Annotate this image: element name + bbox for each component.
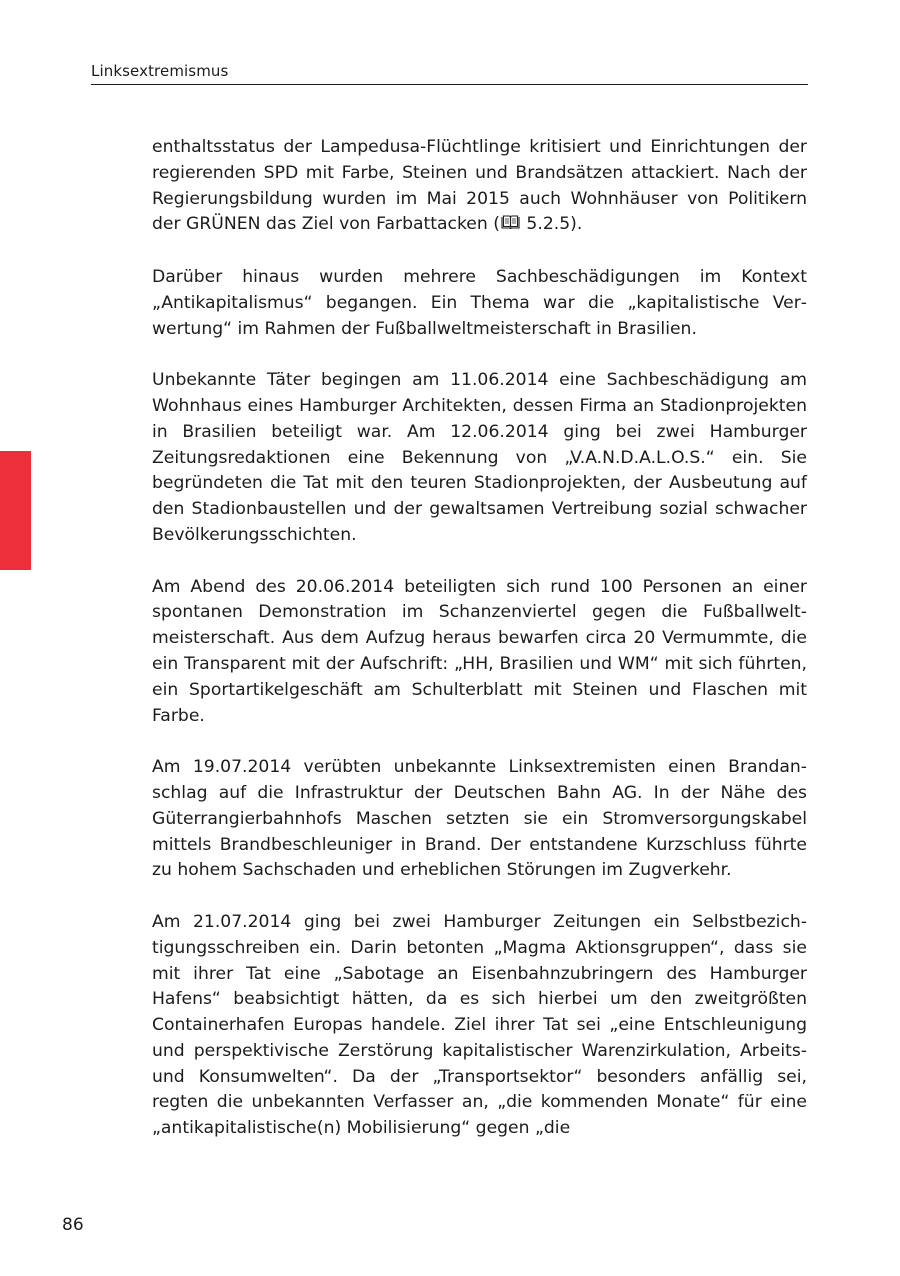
paragraph-2: Darüber hinaus wurden mehrere Sachbeschädigungen im Kontext „Antikapitalismus“ begangen. Ein Thema war die „kapitalistische Verwertung“ im Rahmen der Fußballweltmeisterschaft in Brasilien. — [152, 266, 807, 339]
chapter-side-tab — [0, 451, 31, 570]
header-rule — [91, 84, 808, 85]
page-number: 86 — [62, 1215, 84, 1235]
book-icon — [501, 213, 520, 239]
paragraph-1-text-end: 5.2.5). — [520, 214, 583, 235]
body-text — [152, 135, 807, 1168]
paragraph-3: Unbekannte Täter begingen am 11.06.2014 eine Sachbeschädigung am Wohnhaus eines Hamburger Architekten, dessen Firma an Stadionprojekten in Brasilien beteiligt war. Am 12.06.2014 ging bei zwei Hamburger Zeitungsredaktionen eine Bekennung von „V.A.N.D.A.L.O.S.“ ein. Sie begründeten die Tat mit den teuren Stadionprojekten, der Ausbeutung auf den Stadionbaustellen und der gewaltsamen Vertreibung sozial schwacher Bevölkerungsschichten. — [152, 370, 807, 545]
running-header: Linksextremismus — [91, 62, 229, 80]
paragraph-5: Am 19.07.2014 verübten unbekannte Linksextremisten einen Brandanschlag auf die Infrastruktur der Deutschen Bahn AG. In der Nähe des Güterrangierbahnhofs Maschen setzten sie ein Stromversorgungskabel mittels Brandbeschleuniger in Brand. Der entstandene Kurzschluss führte zu hohem Sachschaden und erheblichen Störungen im Zugverkehr. — [152, 757, 807, 881]
paragraph-1-text-start: enthaltsstatus der Lampedusa-Flüchtlinge kritisiert und Einrichtungen der regierenden SPD mit Farbe, Steinen und Brandsätzen attackiert. Nach der Regierungsbildung wurden im Mai 2015 auch Wohnhäuser von Politikern der GRÜNEN das Ziel von Farbattacken ( — [152, 137, 807, 235]
paragraph-1 — [152, 135, 807, 239]
paragraph-4: Am Abend des 20.06.2014 beteiligten sich rund 100 Personen an einer spontanen Demonstration im Schanzenviertel gegen die Fußballweltmeisterschaft. Aus dem Aufzug heraus bewarfen circa 20 Vermummte, die ein Transparent mit der Aufschrift: „HH, Brasilien und WM“ mit sich führten, ein Sportartikelgeschäft am Schulterblatt mit Steinen und Flaschen mit Farbe. — [152, 576, 807, 726]
paragraph-6: Am 21.07.2014 ging bei zwei Hamburger Zeitungen ein Selbstbezichtigungsschreiben ein. Darin betonten „Magma Aktionsgruppen“, dass sie mit ihrer Tat eine „Sabotage an Eisenbahnzubringern des Hamburger Hafens“ beabsichtigt hätten, da es sich hierbei um den zweitgrößten Containerhafen Europas handele. Ziel ihrer Tat sei „eine Entschleunigung und perspektivische Zerstörung kapitalistischer Warenzirkulation, Arbeits- und Konsumwelten“. Da der „Transportsektor“ besonders anfällig sei, regten die unbekannten Verfasser an, „die kommenden Monate“ für eine „antikapitalistische(n) Mobilisierung“ gegen „die — [152, 911, 807, 1139]
